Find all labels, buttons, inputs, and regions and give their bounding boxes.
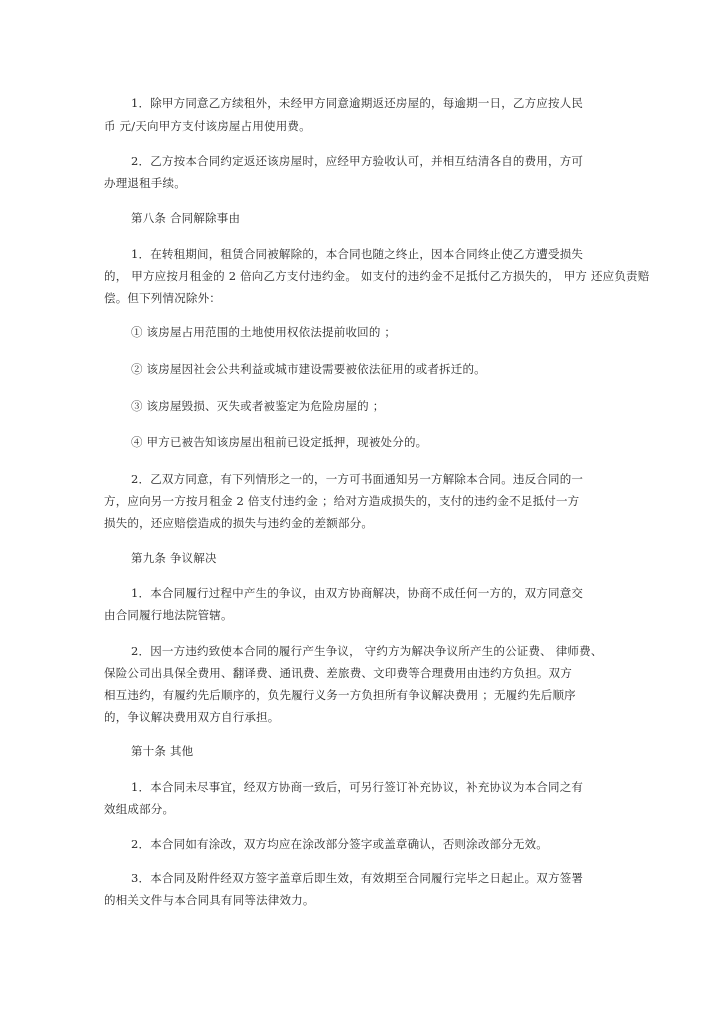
clause-9-1-line-2: 由合同履行地法院管辖。: [104, 608, 233, 622]
clause-7-2-line-2: 办理退租手续。: [104, 176, 186, 190]
clause-10-1-line-2: 效组成部分。: [104, 802, 175, 816]
clause-8-2-line-2: 方，应向另一方按月租金 2 倍支付违约金 ；给对方造成损失的，支付的违约金不足抵付一方: [104, 494, 580, 508]
clause-9-2-line-3: 相互违约，有履约先后顺序的，负先履行义务一方负担所有争议解决费用 ；无履约先后顺序: [104, 688, 576, 702]
clause-8-1-line-1: 1．在转租期间，租赁合同被解除的，本合同也随之终止，因本合同终止使乙方遭受损失: [131, 247, 584, 261]
clause-7-2-line-1: 2．乙方按本合同约定返还该房屋时，应经甲方验收认可，并相互结清各自的费用，方可: [131, 154, 584, 168]
clause-7-1-line-1: 1．除甲方同意乙方续租外，未经甲方同意逾期返还房屋的，每逾期一日，乙方应按人民: [131, 96, 584, 110]
clause-8-2-line-1: 2．乙双方同意，有下列情形之一的，一方可书面通知另一方解除本合同。违反合同的一: [131, 472, 584, 486]
clause-10-3-line-2: 的相关文件与本合同具有同等法律效力。: [104, 893, 315, 907]
clause-10-1-line-1: 1．本合同未尽事宜，经双方协商一致后，可另行签订补充协议，补充协议为本合同之有: [131, 780, 584, 794]
clause-9-1-line-1: 1．本合同履行过程中产生的争议，由双方协商解决，协商不成任何一方的，双方同意交: [131, 586, 584, 600]
clause-8-2-line-3: 损失的，还应赔偿造成的损失与违约金的差额部分。: [104, 516, 374, 530]
clause-10-2-line-1: 2．本合同如有涂改，双方均应在涂改部分签字或盖章确认，否则涂改部分无效。: [131, 837, 549, 851]
exception-item-2: ② 该房屋因社会公共利益或城市建设需要被依法征用的或者拆迁的。: [131, 362, 486, 376]
clause-10-3-line-1: 3．本合同及附件经双方签字盖章后即生效，有效期至合同履行完毕之日起止。双方签署: [131, 871, 584, 885]
clause-7-1-line-2: 币 元/天向甲方支付该房屋占用使用费。: [104, 119, 311, 133]
article-9-heading: 第九条 争议解决: [131, 551, 217, 565]
exception-item-1: ① 该房屋占用范围的土地使用权依法提前收回的 ；: [131, 325, 397, 339]
clause-8-1-line-2: 的， 甲方应按月租金的 2 倍向乙方支付违约金。 如支付的违约金不足抵付乙方损失的， 甲方 还应负责赔: [104, 269, 650, 283]
exception-item-4: ④ 甲方已被告知该房屋出租前已设定抵押，现被处分的。: [131, 435, 428, 449]
clause-9-2-line-2: 保险公司出具保全费用、翻译费、通讯费、差旅费、文印费等合理费用由违约方负担。双方: [104, 666, 572, 680]
clause-9-2-line-4: 的，争议解决费用双方自行承担。: [104, 710, 280, 724]
clause-8-1-line-3: 偿。但下列情况除外：: [104, 291, 221, 305]
article-10-heading: 第十条 其他: [131, 744, 194, 758]
clause-9-2-line-1: 2．因一方违约致使本合同的履行产生争议， 守约方为解决争议所产生的公证费、 律师费、: [131, 644, 603, 658]
article-8-heading: 第八条 合同解除事由: [131, 211, 241, 225]
exception-item-3: ③ 该房屋毁损、灭失或者被鉴定为危险房屋的 ；: [131, 399, 385, 413]
